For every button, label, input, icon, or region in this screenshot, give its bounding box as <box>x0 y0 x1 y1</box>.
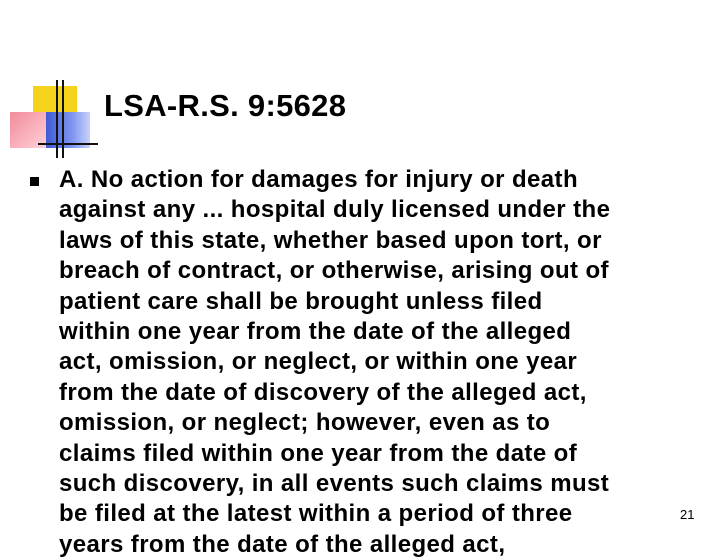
text-line: A. No action for damages for injury or death <box>59 166 578 193</box>
bullet-square-icon <box>30 177 39 186</box>
text-line: be filed at the latest within a period of three <box>59 500 573 528</box>
text-line: omission, or neglect; however, even as to <box>59 409 551 437</box>
logo-vertical-line <box>56 80 58 158</box>
text-line: breach of contract, or otherwise, arising out of <box>59 257 609 285</box>
text-line: laws of this state, whether based upon tort, or <box>59 226 602 254</box>
text-line: patient care shall be brought unless filed <box>59 287 543 315</box>
decorative-logo <box>0 0 100 170</box>
text-line: such discovery, in all events such claims must <box>59 470 610 498</box>
slide-number: 21 <box>680 507 695 522</box>
text-line: against any ... hospital duly licensed under the <box>59 196 611 224</box>
bullet-text <box>59 165 699 560</box>
logo-horizontal-line <box>38 143 98 145</box>
text-line: claims filed within one year from the date of <box>59 439 578 467</box>
text-line: within one year from the date of the alleged <box>59 318 572 346</box>
logo-vertical-line <box>62 80 64 158</box>
text-line: from the date of discovery of the alleged act, <box>59 378 587 406</box>
slide-title: LSA-R.S. 9:5628 <box>104 88 347 123</box>
text-line: act, omission, or neglect, or within one year <box>59 348 578 376</box>
text-line: years from the date of the alleged act, <box>59 530 506 558</box>
